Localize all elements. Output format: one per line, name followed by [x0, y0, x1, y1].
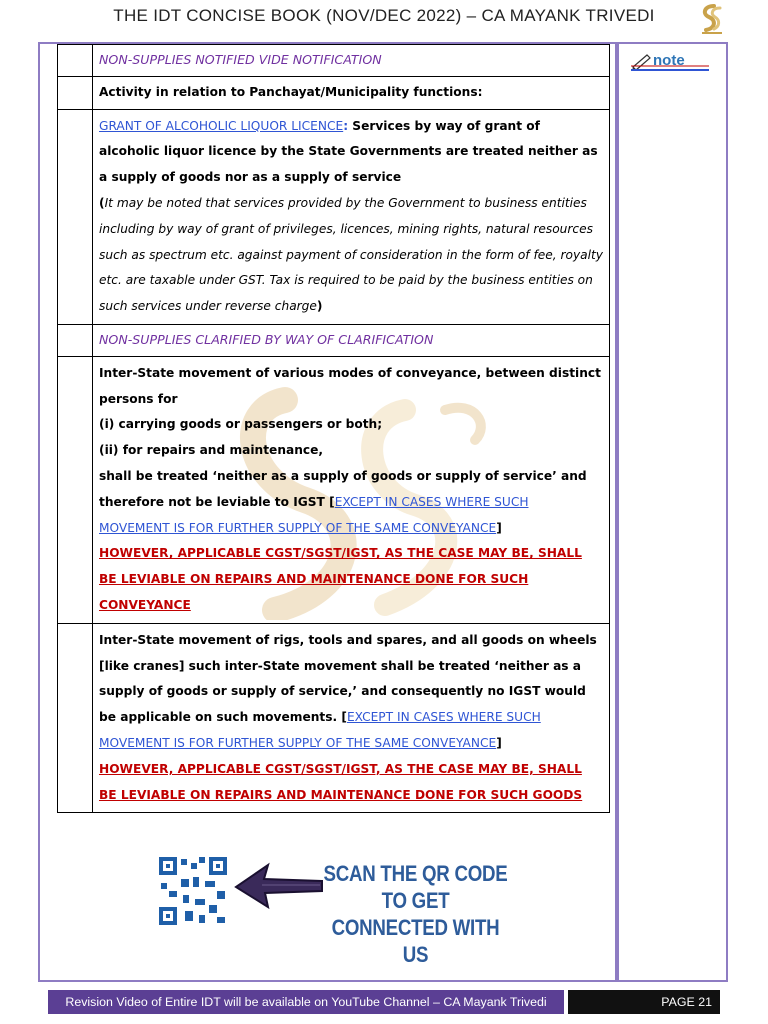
bracket-close: ] [496, 520, 502, 535]
table-cell [93, 109, 610, 324]
brand-logo-icon [694, 2, 728, 36]
notes-column-divider [615, 42, 619, 982]
however-text: HOWEVER, APPLICABLE CGST/SGST/IGST, AS THE CASE MAY BE, SHALL BE LEVIABLE ON REPAIRS AND MAINTENANCE DONE FOR SUCH GOODS [99, 761, 583, 802]
row-text: Inter-State movement of various modes of conveyance, between distinct persons for [99, 365, 601, 406]
table-row [58, 356, 610, 623]
index-cell [58, 623, 93, 813]
table-row [58, 76, 610, 109]
pencil-note-icon [631, 49, 709, 71]
promo-line-2: CONNECTED WITH US [331, 915, 500, 967]
note-badge-label: note [653, 52, 685, 69]
italic-note: It may be noted that services provided by the Government to business entities including by way of grant of privileges, licences, mining rights, natural resources such as spectrum etc. against payment of consideration in the form of fee, royalty etc. are taxable under GST. Tax is required to be paid by the business entities on such services under reverse charge [99, 195, 604, 314]
section-heading: NON-SUPPLIES NOTIFIED VIDE NOTIFICATION [99, 52, 382, 67]
non-supplies-table [57, 44, 610, 813]
row-text: Inter-State movement of rigs, tools and spares, and all goods on wheels [like cranes] such inter-State movement shall be treated ‘neither as a supply of goods or supply of service,’ and consequently no IGST would be applicable on such movements. [ [99, 632, 597, 725]
exception-text: EXCEPT IN CASES WHERE SUCH MOVEMENT IS FOR FURTHER SUPPLY OF THE SAME CONVEYANCE [99, 494, 529, 535]
arrow-left-icon [234, 855, 324, 915]
liquor-licence-heading: GRANT OF ALCOHOLIC LIQUOR LICENCE [99, 118, 344, 133]
table-cell [93, 623, 610, 813]
table-row [58, 45, 610, 77]
table-row [58, 109, 610, 324]
index-cell [58, 356, 93, 623]
table-cell [93, 76, 610, 109]
page-number: PAGE 21 [568, 990, 720, 1014]
table-cell [93, 45, 610, 77]
table-cell [93, 324, 610, 356]
note-badge [631, 49, 709, 71]
row-text: Activity in relation to Panchayat/Municipality functions: [99, 84, 483, 99]
page-header-title: THE IDT CONCISE BOOK (NOV/DEC 2022) – CA MAYANK TRIVEDI [113, 6, 655, 25]
row-text: Services by way of grant of alcoholic liquor licence by the State Governments are treated neither as a supply of goods nor as a supply of service [99, 118, 598, 185]
index-cell [58, 109, 93, 324]
section-heading: NON-SUPPLIES CLARIFIED BY WAY OF CLARIFICATION [99, 331, 434, 347]
row-text: shall be treated ‘neither as a supply of goods or supply of service’ and therefore not be leviable to IGST [ [99, 468, 587, 509]
heading-colon: : [343, 118, 349, 133]
index-cell [58, 324, 93, 356]
however-text: HOWEVER, APPLICABLE CGST/SGST/IGST, AS THE CASE MAY BE, SHALL BE LEVIABLE ON REPAIRS AND MAINTENANCE DONE FOR SUCH CONVEYANCE [99, 546, 582, 612]
promo-line-1: SCAN THE QR CODE TO GET [323, 861, 508, 913]
list-item: (ii) for repairs and maintenance, [99, 443, 324, 458]
list-item: (i) carrying goods or passengers or both; [99, 417, 383, 432]
table-row [58, 623, 610, 813]
index-cell [58, 45, 93, 77]
footer-banner: Revision Video of Entire IDT will be available on YouTube Channel – CA Mayank Trivedi [48, 990, 564, 1014]
table-cell [93, 356, 610, 623]
paren-open: ( [99, 195, 105, 210]
bracket-close: ] [496, 735, 502, 750]
table-row [58, 324, 610, 356]
qr-promo-text [322, 860, 509, 968]
index-cell [58, 76, 93, 109]
paren-close: ) [316, 299, 323, 314]
qr-code-icon[interactable] [157, 855, 229, 927]
exception-text: EXCEPT IN CASES WHERE SUCH MOVEMENT IS FOR FURTHER SUPPLY OF THE SAME CONVEYANCE [99, 710, 541, 750]
